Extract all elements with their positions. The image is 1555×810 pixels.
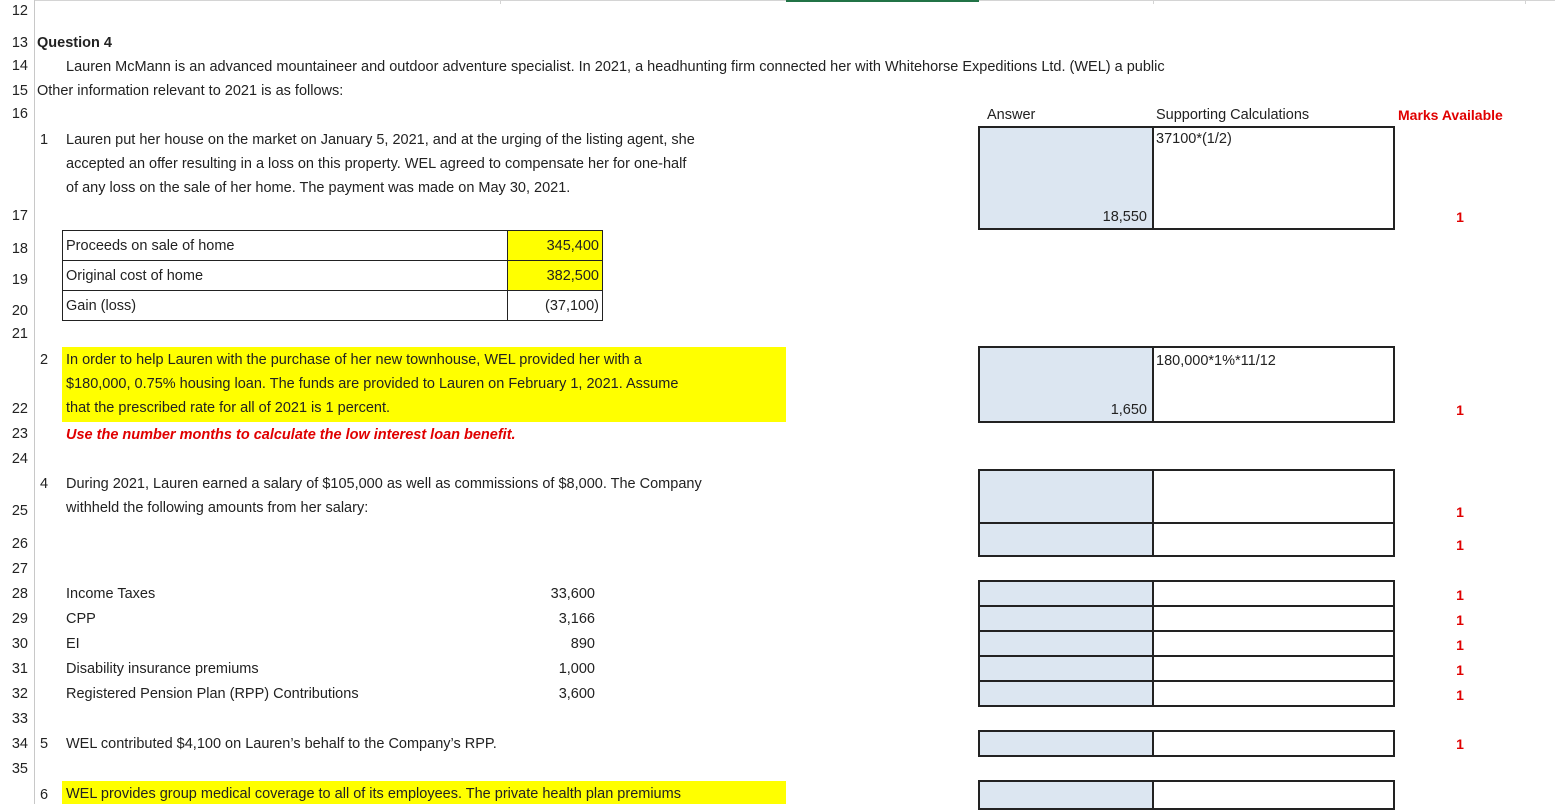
table-cell-value[interactable]: (37,100): [508, 291, 603, 321]
withholding-value: 33,600: [550, 586, 595, 602]
column-separator: [1153, 0, 1154, 4]
row-number[interactable]: 21: [11, 326, 28, 342]
withholding-value: 890: [570, 636, 595, 652]
item2-text-line: that the prescribed rate for all of 2021 is 1 percent.: [66, 400, 391, 416]
supporting-cell[interactable]: [1152, 680, 1395, 707]
item2-text-line: In order to help Lauren with the purchase of her new townhouse, WEL provided her with a: [66, 352, 642, 368]
answer-cell[interactable]: [978, 580, 1154, 607]
row-header-strip: [0, 0, 35, 804]
row-number[interactable]: 24: [11, 451, 28, 467]
intro-text: Lauren McMann is an advanced mountaineer and outdoor adventure specialist. In 2021, a headhunting firm connected her with Whitehorse Expeditions Ltd. (WEL) a public: [66, 59, 1165, 75]
table-cell-label[interactable]: Original cost of home: [63, 261, 508, 291]
row-number[interactable]: 32: [11, 686, 28, 702]
row-number[interactable]: 12: [11, 3, 28, 19]
table-row: [63, 291, 603, 321]
answer-cell[interactable]: [978, 346, 1154, 423]
answer-cell[interactable]: [978, 469, 1154, 524]
withholding-value: 3,600: [558, 686, 595, 702]
table-row: [63, 261, 603, 291]
item-number: 1: [40, 132, 49, 148]
supporting-cell[interactable]: [1152, 655, 1395, 682]
table-cell-value[interactable]: 345,400: [508, 231, 603, 261]
marks-value: 1: [1456, 537, 1464, 553]
row-number[interactable]: 16: [11, 106, 28, 122]
marks-value: 1: [1456, 687, 1464, 703]
supporting-cell[interactable]: [1152, 630, 1395, 657]
row-number[interactable]: 35: [11, 761, 28, 777]
row-number[interactable]: 14: [11, 58, 28, 74]
withholding-label: CPP: [66, 611, 96, 627]
withholding-label: Disability insurance premiums: [66, 661, 259, 677]
answer-cell[interactable]: [978, 522, 1154, 557]
column-separator: [500, 0, 501, 4]
withholding-label: Registered Pension Plan (RPP) Contributions: [66, 686, 359, 702]
row-number[interactable]: 29: [11, 611, 28, 627]
row-number[interactable]: 30: [11, 636, 28, 652]
row-number[interactable]: 33: [11, 711, 28, 727]
item4-text-line: withheld the following amounts from her salary:: [66, 500, 369, 516]
marks-value: 1: [1456, 504, 1464, 520]
answer-cell[interactable]: [978, 730, 1154, 757]
row-number[interactable]: 19: [11, 272, 28, 288]
answer-value: 18,550: [1102, 209, 1147, 225]
supporting-cell[interactable]: [1152, 346, 1395, 423]
row-number[interactable]: 15: [11, 83, 28, 99]
item5-text: WEL contributed $4,100 on Lauren’s behalf to the Company’s RPP.: [66, 736, 497, 752]
item1-text-line: Lauren put her house on the market on January 5, 2021, and at the urging of the listing agent, she: [66, 132, 695, 148]
marks-value: 1: [1456, 637, 1464, 653]
item-number: 2: [40, 352, 49, 368]
table-row: [63, 231, 603, 261]
withholding-value: 3,166: [558, 611, 595, 627]
supporting-cell[interactable]: [1152, 580, 1395, 607]
supporting-calculations-header: Supporting Calculations: [1156, 107, 1310, 123]
answer-cell[interactable]: [978, 655, 1154, 682]
supporting-cell[interactable]: [1152, 730, 1395, 757]
item2-text-line: $180,000, 0.75% housing loan. The funds are provided to Lauren on February 1, 2021. Assume: [66, 376, 679, 392]
marks-value: 1: [1456, 587, 1464, 603]
answer-cell[interactable]: [978, 780, 1154, 810]
table-cell-label[interactable]: Proceeds on sale of home: [63, 231, 508, 261]
row-number[interactable]: 27: [11, 561, 28, 577]
item-number: 4: [40, 476, 49, 492]
supporting-value: 180,000*1%*11/12: [1156, 353, 1276, 369]
row-number[interactable]: 25: [11, 503, 28, 519]
marks-available-header: Marks Available: [1398, 107, 1503, 123]
row-number[interactable]: 18: [11, 241, 28, 257]
supporting-cell[interactable]: [1152, 605, 1395, 632]
answer-cell[interactable]: [978, 126, 1154, 230]
other-info-text: Other information relevant to 2021 is as follows:: [37, 83, 344, 99]
grid-top-line: [0, 0, 1555, 1]
question-title: Question 4: [37, 35, 112, 51]
withholding-value: 1,000: [558, 661, 595, 677]
marks-value: 1: [1456, 612, 1464, 628]
row-number[interactable]: 13: [11, 35, 28, 51]
marks-value: 1: [1456, 402, 1464, 418]
supporting-cell[interactable]: [1152, 780, 1395, 810]
answer-cell[interactable]: [978, 605, 1154, 632]
item-number: 5: [40, 736, 49, 752]
supporting-cell[interactable]: [1152, 469, 1395, 524]
marks-value: 1: [1456, 736, 1464, 752]
row-number[interactable]: 17: [11, 208, 28, 224]
withholding-label: EI: [66, 636, 80, 652]
table-cell-value[interactable]: 382,500: [508, 261, 603, 291]
table-cell-label[interactable]: Gain (loss): [63, 291, 508, 321]
row-number[interactable]: 20: [11, 303, 28, 319]
answer-value: 1,650: [1110, 402, 1147, 418]
row-number[interactable]: 23: [11, 426, 28, 442]
selected-column-indicator: [786, 0, 979, 2]
item-number: 6: [40, 787, 49, 803]
item2-note: Use the number months to calculate the low interest loan benefit.: [66, 427, 516, 443]
marks-value: 1: [1456, 209, 1464, 225]
supporting-value: 37100*(1/2): [1156, 131, 1232, 147]
row-number[interactable]: 34: [11, 736, 28, 752]
item1-text-line: accepted an offer resulting in a loss on this property. WEL agreed to compensate her for one-half: [66, 156, 687, 172]
row-number[interactable]: 26: [11, 536, 28, 552]
supporting-cell[interactable]: [1152, 522, 1395, 557]
item4-text-line: During 2021, Lauren earned a salary of $105,000 as well as commissions of $8,000. The Company: [66, 476, 702, 492]
supporting-cell[interactable]: [1152, 126, 1395, 230]
marks-value: 1: [1456, 662, 1464, 678]
column-separator: [1525, 0, 1526, 4]
item6-text: WEL provides group medical coverage to all of its employees. The private health plan premiums: [66, 786, 681, 802]
row-number[interactable]: 22: [11, 401, 28, 417]
home-sale-table: [62, 230, 603, 321]
row-number[interactable]: 31: [11, 661, 28, 677]
row-number[interactable]: 28: [11, 586, 28, 602]
answer-header: Answer: [987, 107, 1036, 123]
withholding-label: Income Taxes: [66, 586, 156, 602]
item1-text-line: of any loss on the sale of her home. The payment was made on May 30, 2021.: [66, 180, 571, 196]
answer-cell[interactable]: [978, 630, 1154, 657]
answer-cell[interactable]: [978, 680, 1154, 707]
